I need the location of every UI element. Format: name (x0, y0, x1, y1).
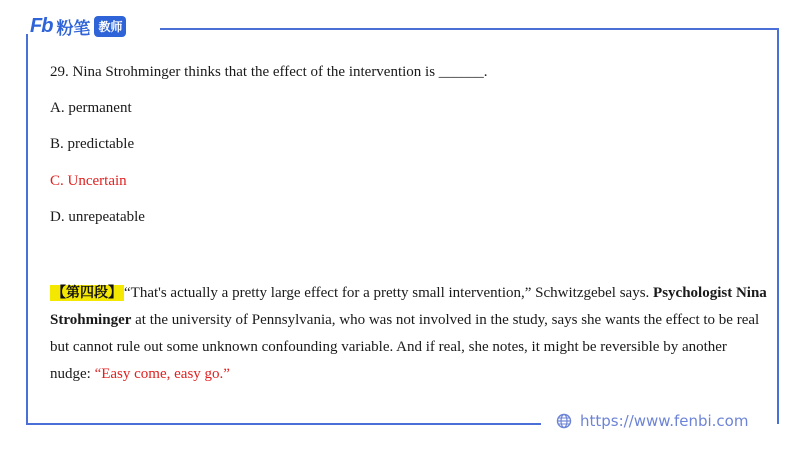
frame-left-line (26, 34, 28, 424)
option-b: B. predictable (50, 136, 135, 152)
url-text: https://www.fenbi.com (580, 412, 749, 430)
logo-mark: Fb (30, 14, 53, 37)
paragraph-tag: 【第四段】 (52, 285, 122, 301)
option-a: A. permanent (50, 100, 132, 116)
footer-url[interactable] (556, 410, 748, 432)
option-d: D. unrepeatable (50, 209, 145, 225)
passage-paragraph (50, 280, 770, 388)
passage-bold-name: Psychologist Nina Strohminger (50, 285, 767, 328)
frame-bottom-line (26, 423, 541, 425)
frame-top-line (160, 28, 778, 30)
passage-highlight: “Easy come, easy go.” (94, 366, 230, 382)
question-stem: 29. Nina Strohminger thinks that the effect of the intervention is ______. (50, 64, 488, 80)
globe-icon (556, 413, 572, 429)
passage-rest: at the university of Pennsylvania, who was not involved in the study, says she wants the effect to be real but cannot rule out some unknown confounding variable. And if real, she notes, it might be reversible by another nudge: (50, 312, 760, 382)
brand-logo (30, 14, 126, 38)
option-c-correct: C. Uncertain (50, 173, 127, 189)
logo-text: 粉笔 (56, 18, 91, 39)
frame-right-line (777, 28, 779, 424)
logo-badge: 教师 (94, 16, 126, 37)
passage-quote: “That's actually a pretty large effect for a pretty small intervention,” Schwitzgebel says. (124, 285, 650, 301)
